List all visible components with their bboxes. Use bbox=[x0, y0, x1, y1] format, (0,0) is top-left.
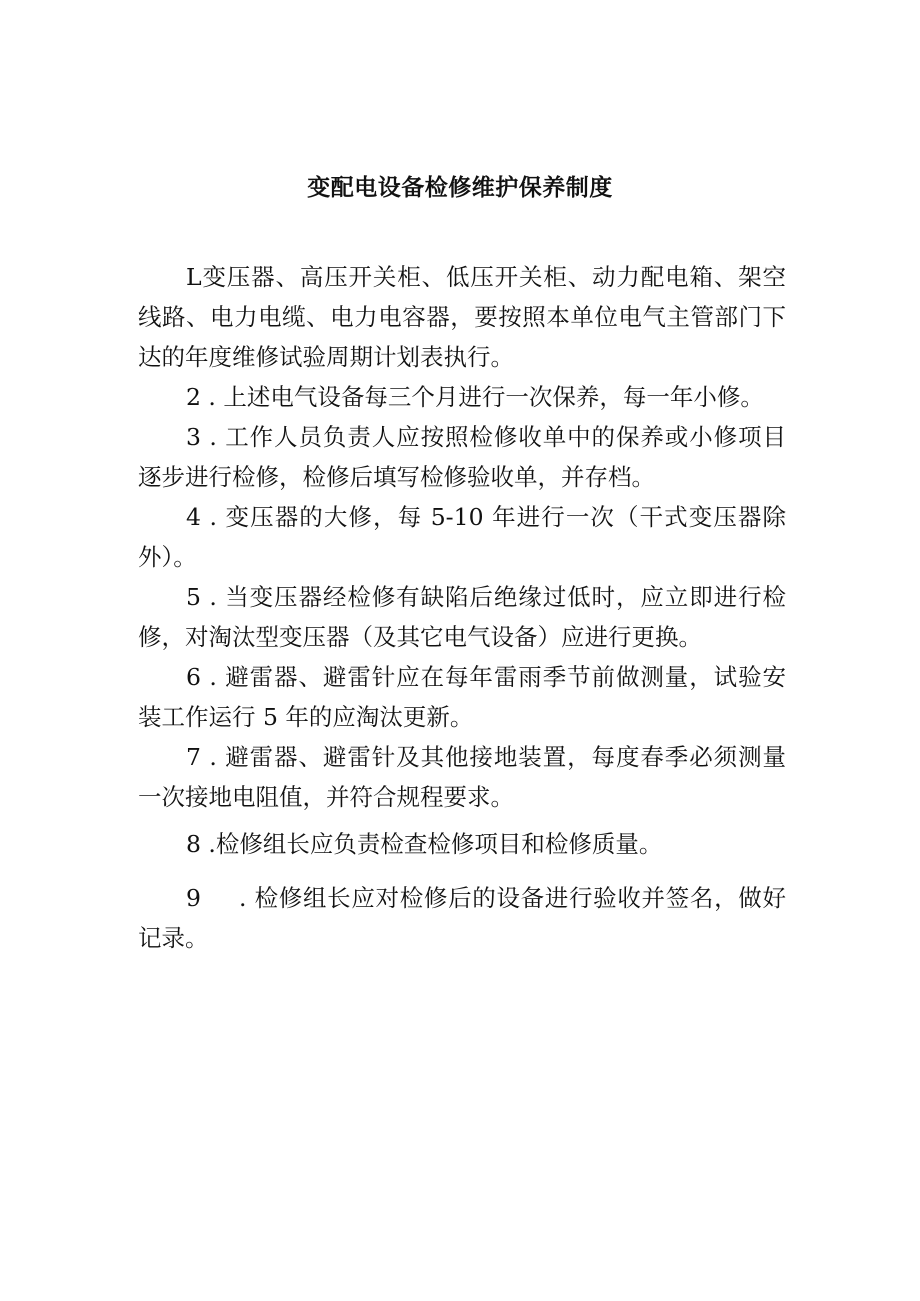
paragraph-3: 3 . 工作人员负责人应按照检修收单中的保养或小修项目逐步进行检修，检修后填写检修验收单，并存档。 bbox=[138, 423, 786, 491]
paragraph-9-number: 9 bbox=[186, 884, 201, 912]
paragraph-8: 8 .检修组长应负责检查检修项目和检修质量。 bbox=[186, 830, 663, 858]
paragraph-2: 2 . 上述电气设备每三个月进行一次保养，每一年小修。 bbox=[186, 383, 764, 411]
paragraph-9-text: . 检修组长应对检修后的设备进行验收并签名，做好记录。 bbox=[138, 884, 786, 952]
document-body bbox=[138, 257, 786, 958]
paragraph-4: 4 . 变压器的大修，每 5-10 年进行一次（干式变压器除外）。 bbox=[138, 503, 786, 571]
paragraph-6: 6 . 避雷器、避雷针应在每年雷雨季节前做测量，试验安装工作运行 5 年的应淘汰更新。 bbox=[138, 663, 786, 731]
paragraph-1: L变压器、高压开关柜、低压开关柜、动力配电箱、架空线路、电力电缆、电力电容器，要按照本单位电气主管部门下达的年度维修试验周期计划表执行。 bbox=[138, 263, 786, 371]
document-title: 变配电设备检修维护保养制度 bbox=[307, 175, 613, 201]
paragraph-5: 5 . 当变压器经检修有缺陷后绝缘过低时，应立即进行检修，对淘汰型变压器（及其它电气设备）应进行更换。 bbox=[138, 583, 786, 651]
paragraph-7: 7 . 避雷器、避雷针及其他接地装置，每度春季必须测量一次接地电阻值，并符合规程要求。 bbox=[138, 743, 786, 811]
paragraph-9 bbox=[138, 878, 786, 958]
